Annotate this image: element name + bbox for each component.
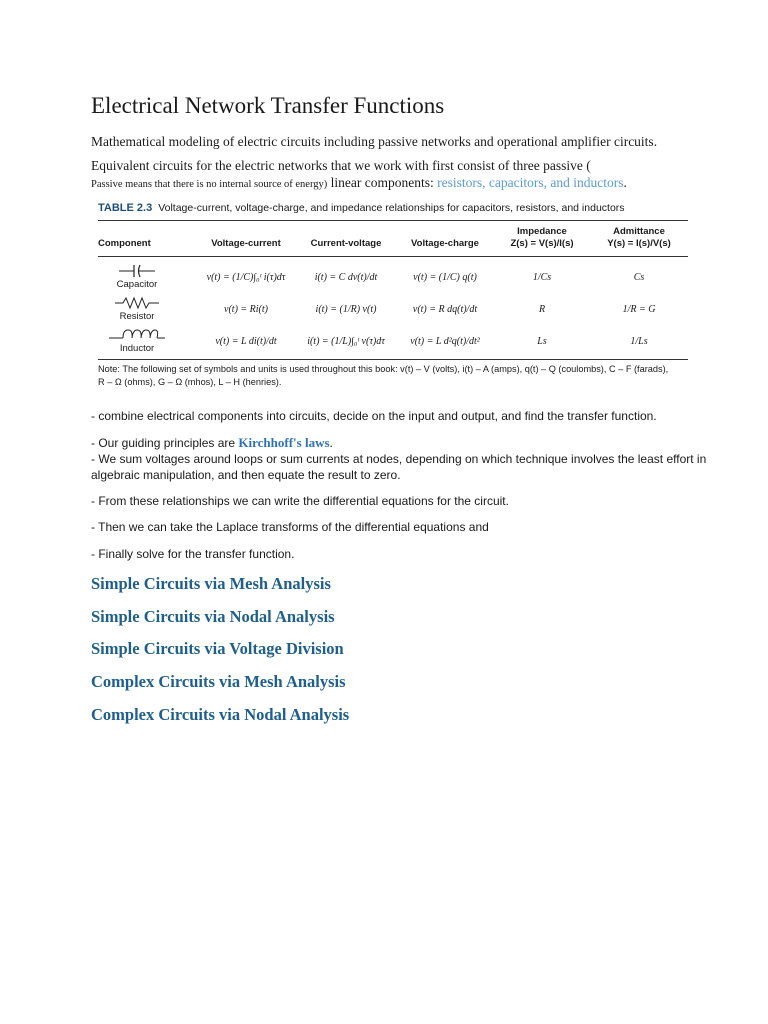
impedance-table (98, 200, 688, 389)
equiv-end: . (623, 175, 627, 190)
sum-paragraph-line1: - We sum voltages around loops or sum currents at nodes, depending on which technique involves the least effort in (91, 452, 707, 466)
cell-admittance: 1/Ls (630, 335, 648, 347)
cell-current-voltage: i(t) = (1/L)∫₀ᵗ v(τ)dτ (307, 335, 385, 347)
table-caption (98, 200, 688, 216)
combine-paragraph: - combine electrical components into circuits, decide on the input and output, and find the transfer function. (91, 409, 657, 423)
header-admittance-top: Admittance (613, 226, 665, 237)
header-current-voltage: Current-voltage (310, 238, 382, 249)
kirchhoff-link[interactable]: Kirchhoff's laws (238, 435, 330, 450)
table-row (98, 325, 688, 357)
resistor-icon (113, 296, 161, 310)
equiv-paragraph-line1: Equivalent circuits for the electric networks that we work with first consist of three passive ( (91, 158, 591, 173)
sum-paragraph-line2: algebraic manipulation, and then equate the result to zero. (91, 468, 401, 482)
cell-voltage-charge: v(t) = L d²q(t)/dt² (410, 335, 480, 347)
component-inductor (98, 325, 196, 357)
table-row (98, 261, 688, 293)
section-link-simple-nodal[interactable]: Simple Circuits via Nodal Analysis (91, 607, 335, 626)
header-voltage-current: Voltage-current (211, 238, 281, 249)
components-link[interactable]: resistors, capacitors, and inductors (437, 175, 624, 190)
component-label: Resistor (119, 311, 155, 322)
cell-voltage-charge: v(t) = (1/C) q(t) (413, 271, 477, 283)
cell-voltage-current: v(t) = (1/C)∫₀ᵗ i(τ)dτ (206, 271, 286, 283)
cell-admittance: 1/R = G (622, 303, 656, 315)
cell-voltage-current: v(t) = Ri(t) (224, 303, 268, 315)
equiv-mid: linear components: (327, 175, 438, 190)
page-title: Electrical Network Transfer Functions (91, 93, 445, 118)
section-link-complex-nodal[interactable]: Complex Circuits via Nodal Analysis (91, 705, 350, 724)
inductor-icon (107, 328, 167, 342)
cell-current-voltage: i(t) = (1/R) v(t) (315, 303, 377, 315)
cell-current-voltage: i(t) = C dv(t)/dt (314, 271, 378, 283)
header-component: Component (98, 238, 151, 249)
cell-voltage-charge: v(t) = R dq(t)/dt (412, 303, 478, 315)
table-row (98, 293, 688, 325)
component-label: Inductor (119, 343, 155, 354)
component-label: Capacitor (116, 279, 158, 290)
intro-paragraph: Mathematical modeling of electric circuits including passive networks and operational amplifier circuits. (91, 134, 658, 149)
table-note-line1: Note: The following set of symbols and units is used throughout this book: v(t) – V (volts), i(t) – A (amps), q(t) – Q (coulombs), C – F (farads), (98, 364, 669, 374)
solve-paragraph: - Finally solve for the transfer function. (91, 547, 295, 561)
differential-paragraph: - From these relationships we can write the differential equations for the circuit. (91, 494, 509, 508)
kirchhoff-prefix: - Our guiding principles are (91, 436, 239, 450)
capacitor-icon (117, 264, 157, 278)
header-admittance (590, 224, 688, 252)
table-label: TABLE 2.3 (98, 202, 153, 214)
section-link-simple-mesh[interactable]: Simple Circuits via Mesh Analysis (91, 574, 331, 593)
section-link-voltage-division[interactable]: Simple Circuits via Voltage Division (91, 639, 344, 658)
cell-admittance: Cs (633, 271, 645, 283)
table-note-line2: R – Ω (ohms), G – Ω (mhos), L – H (henries). (98, 377, 282, 387)
laplace-paragraph: - Then we can take the Laplace transforms of the differential equations and (91, 520, 489, 534)
component-resistor (98, 293, 196, 325)
passive-note: Passive means that there is no internal source of energy) (91, 179, 328, 190)
header-voltage-charge: Voltage-charge (411, 238, 479, 249)
header-admittance-bottom: Y(s) = I(s)/V(s) (607, 238, 671, 249)
cell-voltage-current: v(t) = L di(t)/dt (215, 335, 277, 347)
table-caption-text: Voltage-current, voltage-charge, and impedance relationships for capacitors, resistors, and inductors (158, 202, 625, 214)
equiv-paragraph-line2 (91, 174, 627, 193)
table-header-row (98, 221, 688, 256)
kirchhoff-end: . (329, 436, 333, 450)
header-impedance (494, 224, 590, 252)
section-link-complex-mesh[interactable]: Complex Circuits via Mesh Analysis (91, 672, 346, 691)
cell-impedance: 1/Cs (532, 271, 552, 283)
cell-impedance: R (538, 303, 546, 315)
kirchhoff-paragraph (91, 434, 333, 452)
cell-impedance: Ls (537, 335, 547, 347)
component-capacitor (98, 261, 196, 293)
header-impedance-top: Impedance (517, 226, 567, 237)
header-impedance-bottom: Z(s) = V(s)/I(s) (510, 238, 574, 249)
